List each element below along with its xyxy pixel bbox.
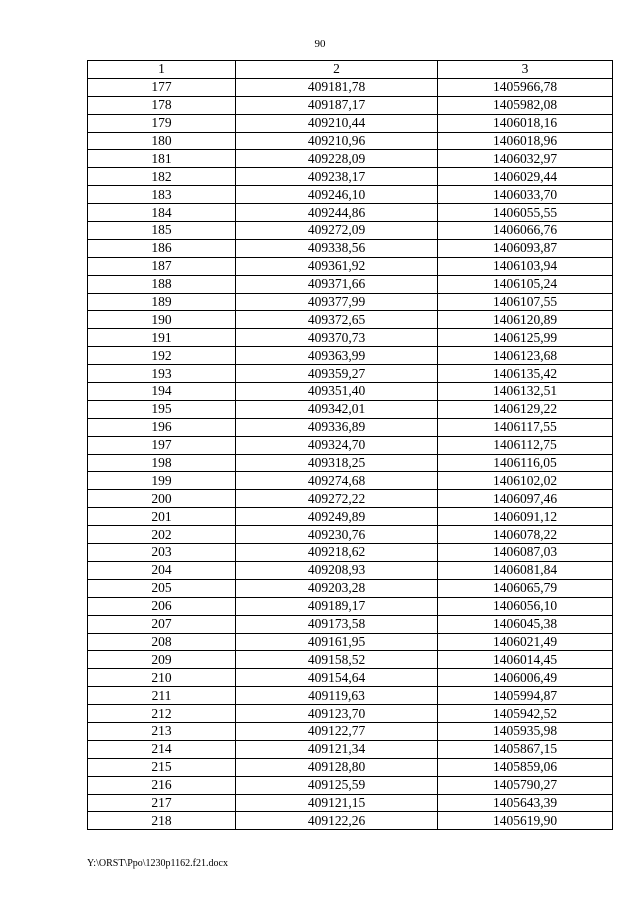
x-coordinate-cell: 409158,52 bbox=[236, 651, 438, 669]
y-coordinate-cell: 1406021,49 bbox=[438, 633, 613, 651]
table-row bbox=[88, 365, 613, 383]
point-number-cell: 194 bbox=[88, 383, 236, 401]
point-number-cell: 180 bbox=[88, 132, 236, 150]
point-number-cell: 206 bbox=[88, 597, 236, 615]
table-row bbox=[88, 275, 613, 293]
x-coordinate-cell: 409210,44 bbox=[236, 114, 438, 132]
y-coordinate-cell: 1405867,15 bbox=[438, 740, 613, 758]
table-row bbox=[88, 579, 613, 597]
x-coordinate-cell: 409244,86 bbox=[236, 204, 438, 222]
x-coordinate-cell: 409122,26 bbox=[236, 812, 438, 830]
footer-file-path: Y:\ORST\Ppo\1230p1162.f21.docx bbox=[87, 858, 228, 869]
x-coordinate-cell: 409377,99 bbox=[236, 293, 438, 311]
y-coordinate-cell: 1405994,87 bbox=[438, 687, 613, 705]
table-row bbox=[88, 347, 613, 365]
x-coordinate-cell: 409154,64 bbox=[236, 669, 438, 687]
y-coordinate-cell: 1406006,49 bbox=[438, 669, 613, 687]
y-coordinate-cell: 1406045,38 bbox=[438, 615, 613, 633]
point-number-cell: 193 bbox=[88, 365, 236, 383]
point-number-cell: 183 bbox=[88, 186, 236, 204]
x-coordinate-cell: 409119,63 bbox=[236, 687, 438, 705]
table-row bbox=[88, 776, 613, 794]
point-number-cell: 199 bbox=[88, 472, 236, 490]
point-number-cell: 211 bbox=[88, 687, 236, 705]
y-coordinate-cell: 1406112,75 bbox=[438, 436, 613, 454]
point-number-cell: 181 bbox=[88, 150, 236, 168]
x-coordinate-cell: 409173,58 bbox=[236, 615, 438, 633]
y-coordinate-cell: 1406105,24 bbox=[438, 275, 613, 293]
point-number-cell: 197 bbox=[88, 436, 236, 454]
y-coordinate-cell: 1406097,46 bbox=[438, 490, 613, 508]
point-number-cell: 204 bbox=[88, 561, 236, 579]
table-row bbox=[88, 400, 613, 418]
point-number-cell: 216 bbox=[88, 776, 236, 794]
x-coordinate-cell: 409181,78 bbox=[236, 78, 438, 96]
point-number-cell: 212 bbox=[88, 705, 236, 723]
point-number-cell: 215 bbox=[88, 758, 236, 776]
table-row bbox=[88, 526, 613, 544]
table-row bbox=[88, 472, 613, 490]
point-number-cell: 198 bbox=[88, 454, 236, 472]
table-row bbox=[88, 239, 613, 257]
x-coordinate-cell: 409363,99 bbox=[236, 347, 438, 365]
y-coordinate-cell: 1405935,98 bbox=[438, 722, 613, 740]
x-coordinate-cell: 409370,73 bbox=[236, 329, 438, 347]
page-number: 90 bbox=[314, 38, 326, 50]
x-coordinate-cell: 409361,92 bbox=[236, 257, 438, 275]
y-coordinate-cell: 1406117,55 bbox=[438, 418, 613, 436]
y-coordinate-cell: 1406056,10 bbox=[438, 597, 613, 615]
x-coordinate-cell: 409125,59 bbox=[236, 776, 438, 794]
column-header-3: 3 bbox=[438, 61, 613, 79]
column-header-1: 1 bbox=[88, 61, 236, 79]
point-number-cell: 214 bbox=[88, 740, 236, 758]
point-number-cell: 217 bbox=[88, 794, 236, 812]
x-coordinate-cell: 409187,17 bbox=[236, 96, 438, 114]
x-coordinate-cell: 409318,25 bbox=[236, 454, 438, 472]
point-number-cell: 208 bbox=[88, 633, 236, 651]
table-row bbox=[88, 597, 613, 615]
x-coordinate-cell: 409351,40 bbox=[236, 383, 438, 401]
y-coordinate-cell: 1406018,16 bbox=[438, 114, 613, 132]
x-coordinate-cell: 409372,65 bbox=[236, 311, 438, 329]
point-number-cell: 192 bbox=[88, 347, 236, 365]
table-row bbox=[88, 186, 613, 204]
x-coordinate-cell: 409338,56 bbox=[236, 239, 438, 257]
y-coordinate-cell: 1406107,55 bbox=[438, 293, 613, 311]
x-coordinate-cell: 409218,62 bbox=[236, 544, 438, 562]
table-row bbox=[88, 794, 613, 812]
table-row bbox=[88, 705, 613, 723]
point-number-cell: 186 bbox=[88, 239, 236, 257]
table-row bbox=[88, 114, 613, 132]
x-coordinate-cell: 409246,10 bbox=[236, 186, 438, 204]
y-coordinate-cell: 1406129,22 bbox=[438, 400, 613, 418]
point-number-cell: 191 bbox=[88, 329, 236, 347]
table-row bbox=[88, 454, 613, 472]
y-coordinate-cell: 1406103,94 bbox=[438, 257, 613, 275]
x-coordinate-cell: 409230,76 bbox=[236, 526, 438, 544]
point-number-cell: 213 bbox=[88, 722, 236, 740]
y-coordinate-cell: 1406029,44 bbox=[438, 168, 613, 186]
table-row bbox=[88, 740, 613, 758]
point-number-cell: 210 bbox=[88, 669, 236, 687]
x-coordinate-cell: 409228,09 bbox=[236, 150, 438, 168]
x-coordinate-cell: 409272,22 bbox=[236, 490, 438, 508]
x-coordinate-cell: 409272,09 bbox=[236, 222, 438, 240]
column-header-2: 2 bbox=[236, 61, 438, 79]
x-coordinate-cell: 409371,66 bbox=[236, 275, 438, 293]
x-coordinate-cell: 409210,96 bbox=[236, 132, 438, 150]
table-header-row bbox=[88, 61, 613, 79]
table-row bbox=[88, 722, 613, 740]
y-coordinate-cell: 1406116,05 bbox=[438, 454, 613, 472]
point-number-cell: 207 bbox=[88, 615, 236, 633]
y-coordinate-cell: 1406091,12 bbox=[438, 508, 613, 526]
point-number-cell: 184 bbox=[88, 204, 236, 222]
point-number-cell: 185 bbox=[88, 222, 236, 240]
x-coordinate-cell: 409249,89 bbox=[236, 508, 438, 526]
table-row bbox=[88, 257, 613, 275]
y-coordinate-cell: 1405790,27 bbox=[438, 776, 613, 794]
table-row bbox=[88, 383, 613, 401]
x-coordinate-cell: 409274,68 bbox=[236, 472, 438, 490]
table-row bbox=[88, 329, 613, 347]
point-number-cell: 205 bbox=[88, 579, 236, 597]
y-coordinate-cell: 1406081,84 bbox=[438, 561, 613, 579]
point-number-cell: 209 bbox=[88, 651, 236, 669]
y-coordinate-cell: 1406120,89 bbox=[438, 311, 613, 329]
y-coordinate-cell: 1405966,78 bbox=[438, 78, 613, 96]
y-coordinate-cell: 1405619,90 bbox=[438, 812, 613, 830]
y-coordinate-cell: 1406102,02 bbox=[438, 472, 613, 490]
table-row bbox=[88, 687, 613, 705]
x-coordinate-cell: 409123,70 bbox=[236, 705, 438, 723]
table-row bbox=[88, 436, 613, 454]
point-number-cell: 195 bbox=[88, 400, 236, 418]
x-coordinate-cell: 409359,27 bbox=[236, 365, 438, 383]
table-row bbox=[88, 651, 613, 669]
table-row bbox=[88, 150, 613, 168]
point-number-cell: 177 bbox=[88, 78, 236, 96]
point-number-cell: 189 bbox=[88, 293, 236, 311]
table-row bbox=[88, 812, 613, 830]
point-number-cell: 203 bbox=[88, 544, 236, 562]
point-number-cell: 182 bbox=[88, 168, 236, 186]
x-coordinate-cell: 409238,17 bbox=[236, 168, 438, 186]
point-number-cell: 190 bbox=[88, 311, 236, 329]
x-coordinate-cell: 409208,93 bbox=[236, 561, 438, 579]
y-coordinate-cell: 1406033,70 bbox=[438, 186, 613, 204]
x-coordinate-cell: 409121,15 bbox=[236, 794, 438, 812]
y-coordinate-cell: 1406018,96 bbox=[438, 132, 613, 150]
y-coordinate-cell: 1406065,79 bbox=[438, 579, 613, 597]
table-row bbox=[88, 311, 613, 329]
y-coordinate-cell: 1406125,99 bbox=[438, 329, 613, 347]
y-coordinate-cell: 1405942,52 bbox=[438, 705, 613, 723]
y-coordinate-cell: 1406014,45 bbox=[438, 651, 613, 669]
x-coordinate-cell: 409128,80 bbox=[236, 758, 438, 776]
table-row bbox=[88, 222, 613, 240]
point-number-cell: 218 bbox=[88, 812, 236, 830]
table-row bbox=[88, 633, 613, 651]
y-coordinate-cell: 1406135,42 bbox=[438, 365, 613, 383]
y-coordinate-cell: 1406055,55 bbox=[438, 204, 613, 222]
y-coordinate-cell: 1406078,22 bbox=[438, 526, 613, 544]
table-row bbox=[88, 508, 613, 526]
table-row bbox=[88, 96, 613, 114]
table-row bbox=[88, 544, 613, 562]
y-coordinate-cell: 1405859,06 bbox=[438, 758, 613, 776]
point-number-cell: 200 bbox=[88, 490, 236, 508]
x-coordinate-cell: 409342,01 bbox=[236, 400, 438, 418]
x-coordinate-cell: 409336,89 bbox=[236, 418, 438, 436]
x-coordinate-cell: 409161,95 bbox=[236, 633, 438, 651]
point-number-cell: 179 bbox=[88, 114, 236, 132]
point-number-cell: 201 bbox=[88, 508, 236, 526]
table-row bbox=[88, 669, 613, 687]
y-coordinate-cell: 1405643,39 bbox=[438, 794, 613, 812]
table-row bbox=[88, 293, 613, 311]
table-row bbox=[88, 490, 613, 508]
table-row bbox=[88, 168, 613, 186]
y-coordinate-cell: 1406123,68 bbox=[438, 347, 613, 365]
point-number-cell: 202 bbox=[88, 526, 236, 544]
table-row bbox=[88, 615, 613, 633]
point-number-cell: 196 bbox=[88, 418, 236, 436]
table-row bbox=[88, 561, 613, 579]
coordinates-table bbox=[87, 60, 613, 830]
point-number-cell: 187 bbox=[88, 257, 236, 275]
table-row bbox=[88, 132, 613, 150]
x-coordinate-cell: 409324,70 bbox=[236, 436, 438, 454]
y-coordinate-cell: 1406087,03 bbox=[438, 544, 613, 562]
table-row bbox=[88, 418, 613, 436]
y-coordinate-cell: 1406132,51 bbox=[438, 383, 613, 401]
y-coordinate-cell: 1406093,87 bbox=[438, 239, 613, 257]
y-coordinate-cell: 1405982,08 bbox=[438, 96, 613, 114]
point-number-cell: 188 bbox=[88, 275, 236, 293]
y-coordinate-cell: 1406032,97 bbox=[438, 150, 613, 168]
table-row bbox=[88, 758, 613, 776]
table-row bbox=[88, 78, 613, 96]
x-coordinate-cell: 409122,77 bbox=[236, 722, 438, 740]
table-body bbox=[88, 78, 613, 829]
x-coordinate-cell: 409189,17 bbox=[236, 597, 438, 615]
x-coordinate-cell: 409203,28 bbox=[236, 579, 438, 597]
x-coordinate-cell: 409121,34 bbox=[236, 740, 438, 758]
y-coordinate-cell: 1406066,76 bbox=[438, 222, 613, 240]
point-number-cell: 178 bbox=[88, 96, 236, 114]
table-row bbox=[88, 204, 613, 222]
